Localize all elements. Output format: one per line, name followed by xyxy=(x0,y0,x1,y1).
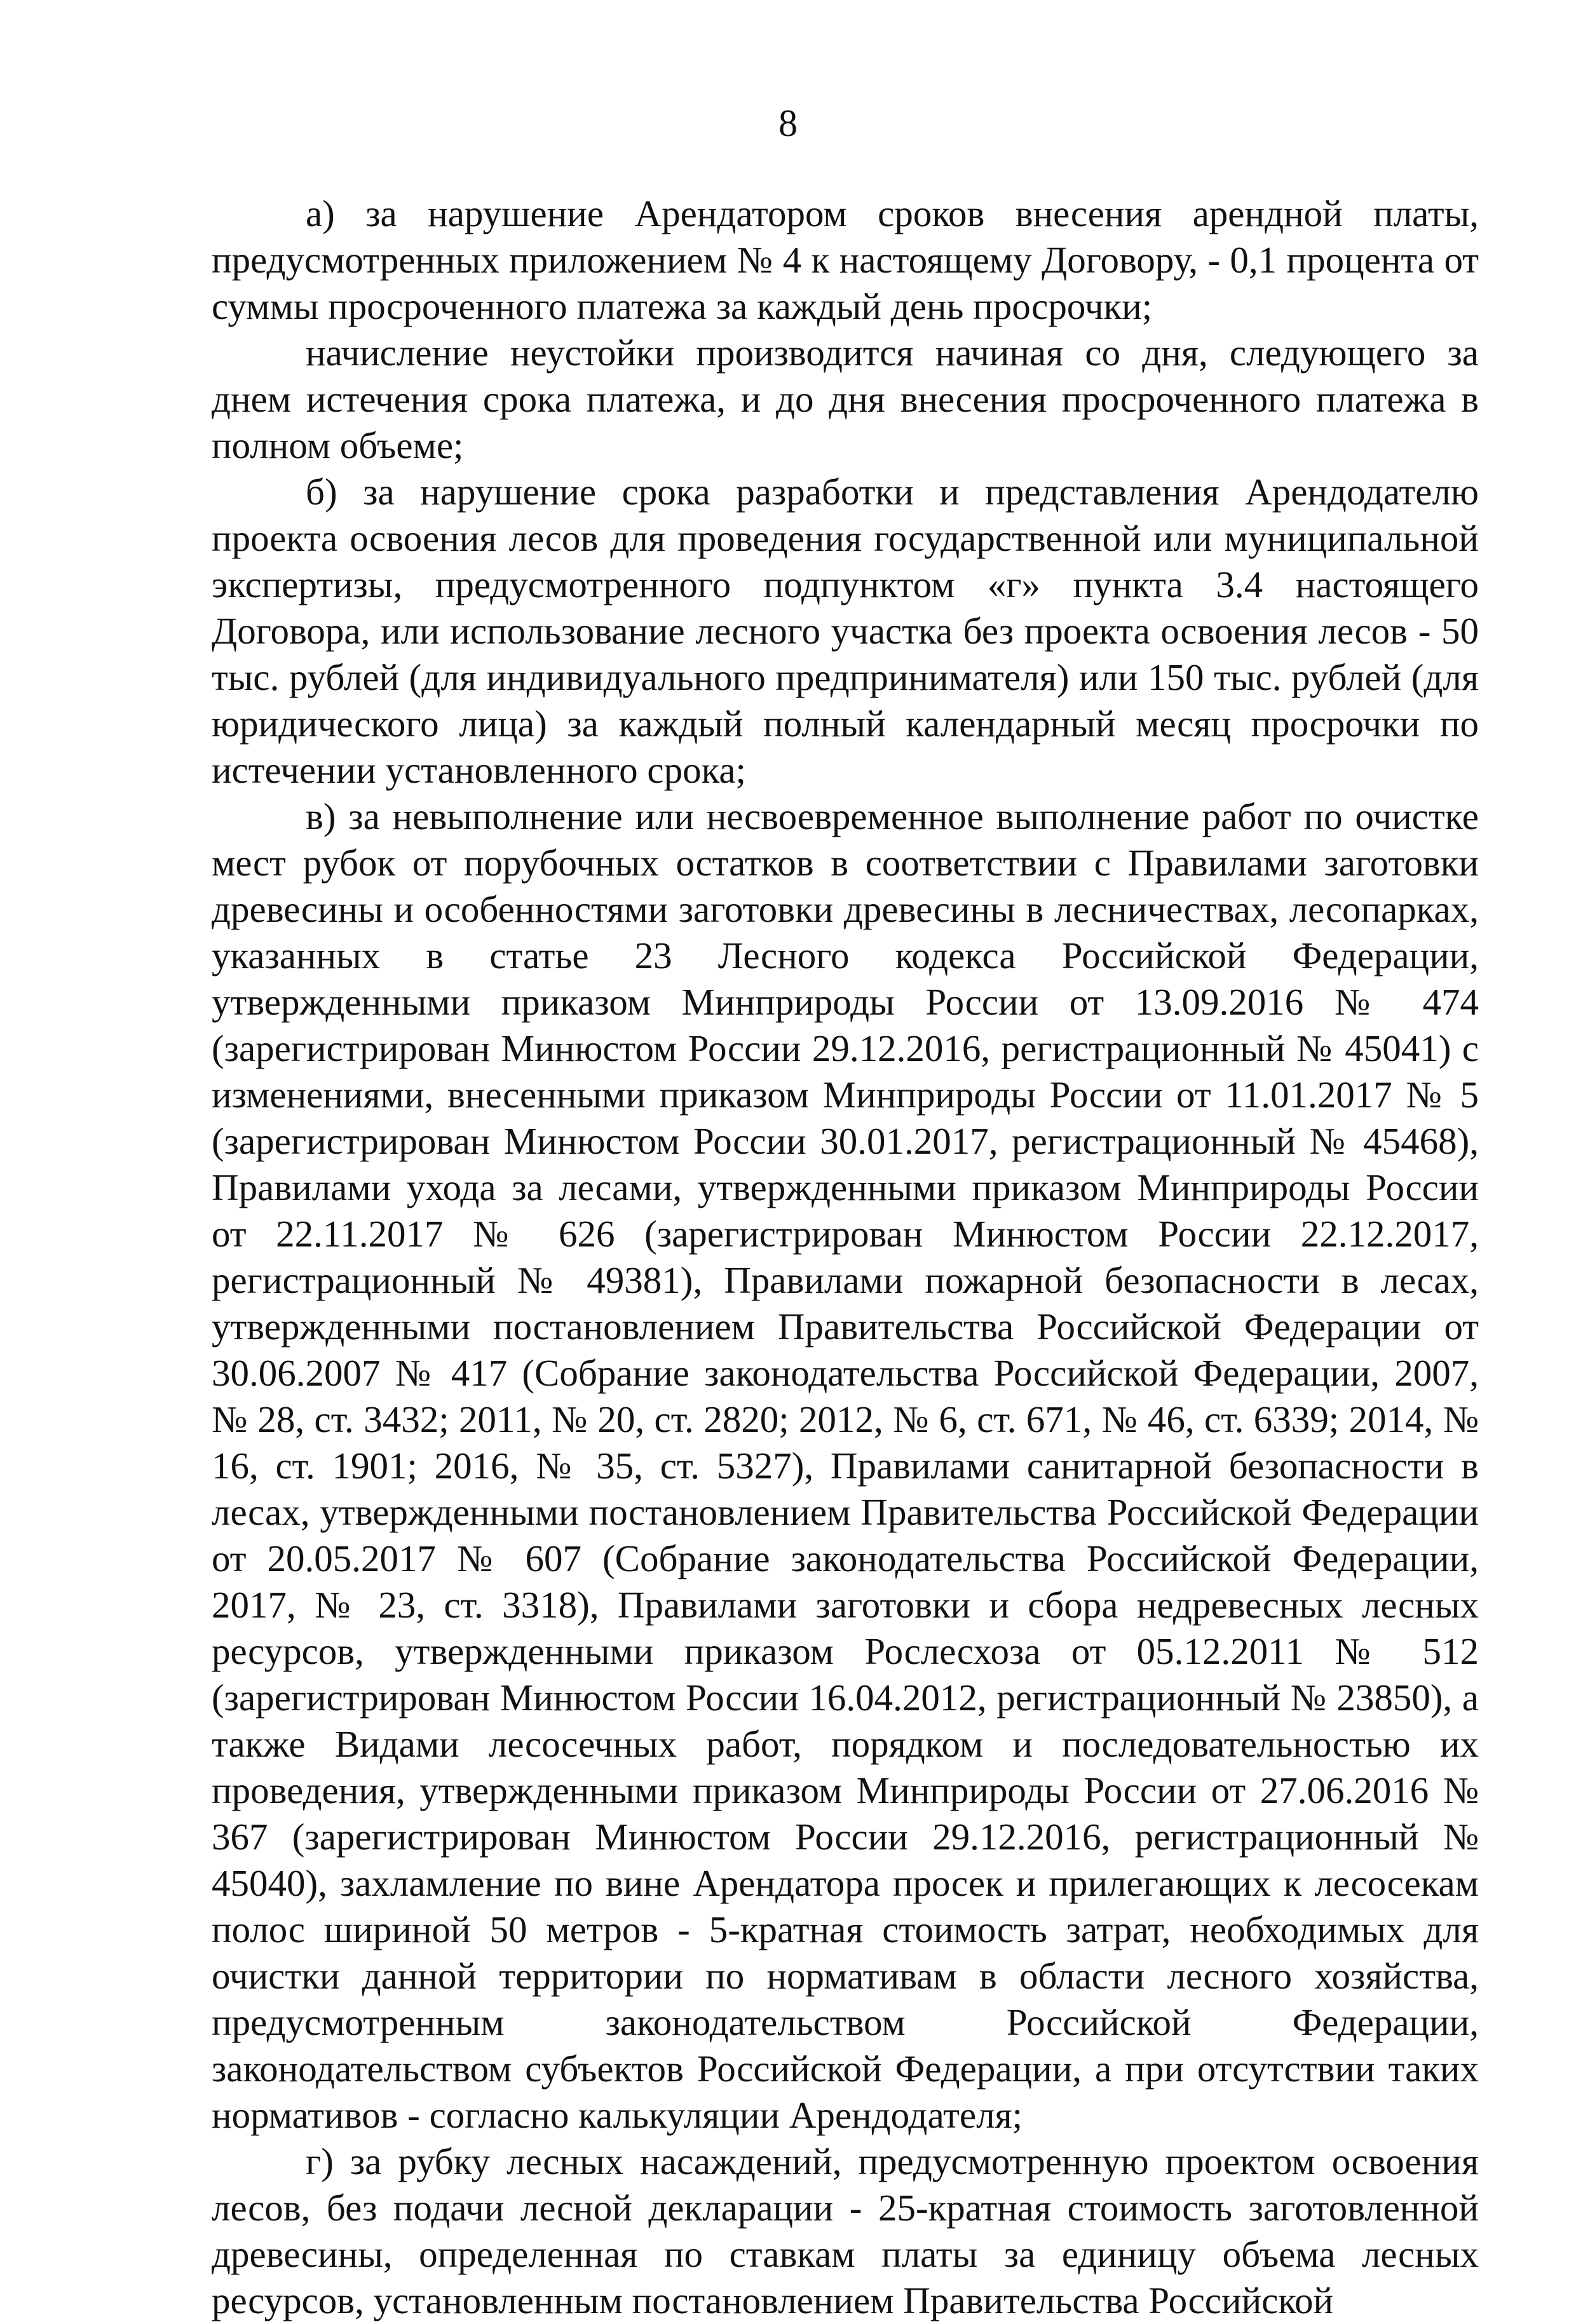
paragraph-penalty-accrual: начисление неустойки производится начиная со дня, следующего за днем истечения срока платежа, и до дня внесения просроченного платежа в полном объеме; xyxy=(212,332,1479,466)
page-number: 8 xyxy=(778,102,798,144)
paragraph-a-late-rent: а) за нарушение Арендатором сроков внесения арендной платы, предусмотренных приложением № 4 к настоящему Договору, - 0,1 процента от суммы просроченного платежа за каждый день просрочки; xyxy=(212,193,1479,327)
paragraph-v-clearing-works: в) за невыполнение или несвоевременное выполнение работ по очистке мест рубок от порубочных остатков в соответствии с Правилами заготовки древесины и особенностями заготовки древесины в лесничествах, лесопарках, указанных в статье 23 Лесного кодекса Российской Федерации, утвержденными приказом Минприроды России от 13.09.2016 № 474 (зарегистрирован Минюстом России 29.12.2016, регистрационный № 45041) с изменениями, внесенными приказом Минприроды России от 11.01.2017 № 5 (зарегистрирован Минюстом России 30.01.2017, регистрационный № 45468), Правилами ухода за лесами, утвержденными приказом Минприроды России от 22.11.2017 № 626 (зарегистрирован Минюстом России 22.12.2017, регистрационный № 49381), Правилами пожарной безопасности в лесах, утвержденными постановлением Правительства Российской Федерации от 30.06.2007 № 417 (Собрание законодательства Российской Федерации, 2007, № 28, ст. 3432; 2011, № 20, ст. 2820; 2012, № 6, ст. 671, № 46, ст. 6339; 2014, № 16, ст. 1901; 2016, № 35, ст. 5327), Правилами санитарной безопасности в лесах, утвержденными постановлением Правительства Российской Федерации от 20.05.2017 № 607 (Собрание законодательства Российской Федерации, 2017, № 23, ст. 3318), Правилами заготовки и сбора недревесных лесных ресурсов, утвержденными приказом Рослесхоза от 05.12.2011 № 512 (зарегистрирован Минюстом России 16.04.2012, регистрационный № 23850), а также Видами лесосечных работ, порядком и последовательностью их проведения, утвержденными приказом Минприроды России от 27.06.2016 № 367 (зарегистрирован Минюстом России 29.12.2016, регистрационный № 45040), захламление по вине Арендатора просек и прилегающих к лесосекам полос шириной 50 метров - 5-кратная стоимость затрат, необходимых для очистки данной территории по нормативам в области лесного хозяйства, предусмотренным законодательством Российской Федерации, законодательством субъектов Российской Федерации, а при отсутствии таких нормативов - согласно калькуляции Арендодателя; xyxy=(212,795,1479,2136)
paragraph-b-forest-project: б) за нарушение срока разработки и представления Арендодателю проекта освоения лесов для проведения государственной или муниципальной экспертизы, предусмотренного подпунктом «г» пункта 3.4 настоящего Договора, или использование лесного участка без проекта освоения лесов - 50 тыс. рублей (для индивидуального предпринимателя) или 150 тыс. рублей (для юридического лица) за каждый полный календарный месяц просрочки по истечении установленного срока; xyxy=(212,471,1479,791)
paragraph-g-felling-without-declaration: г) за рубку лесных насаждений, предусмотренную проектом освоения лесов, без подачи лесной декларации - 25-кратная стоимость заготовленной древесины, определенная по ставкам платы за единицу объема лесных ресурсов, установленным постановлением Правительства Российской xyxy=(212,2140,1479,2321)
document-body xyxy=(212,191,1479,2324)
